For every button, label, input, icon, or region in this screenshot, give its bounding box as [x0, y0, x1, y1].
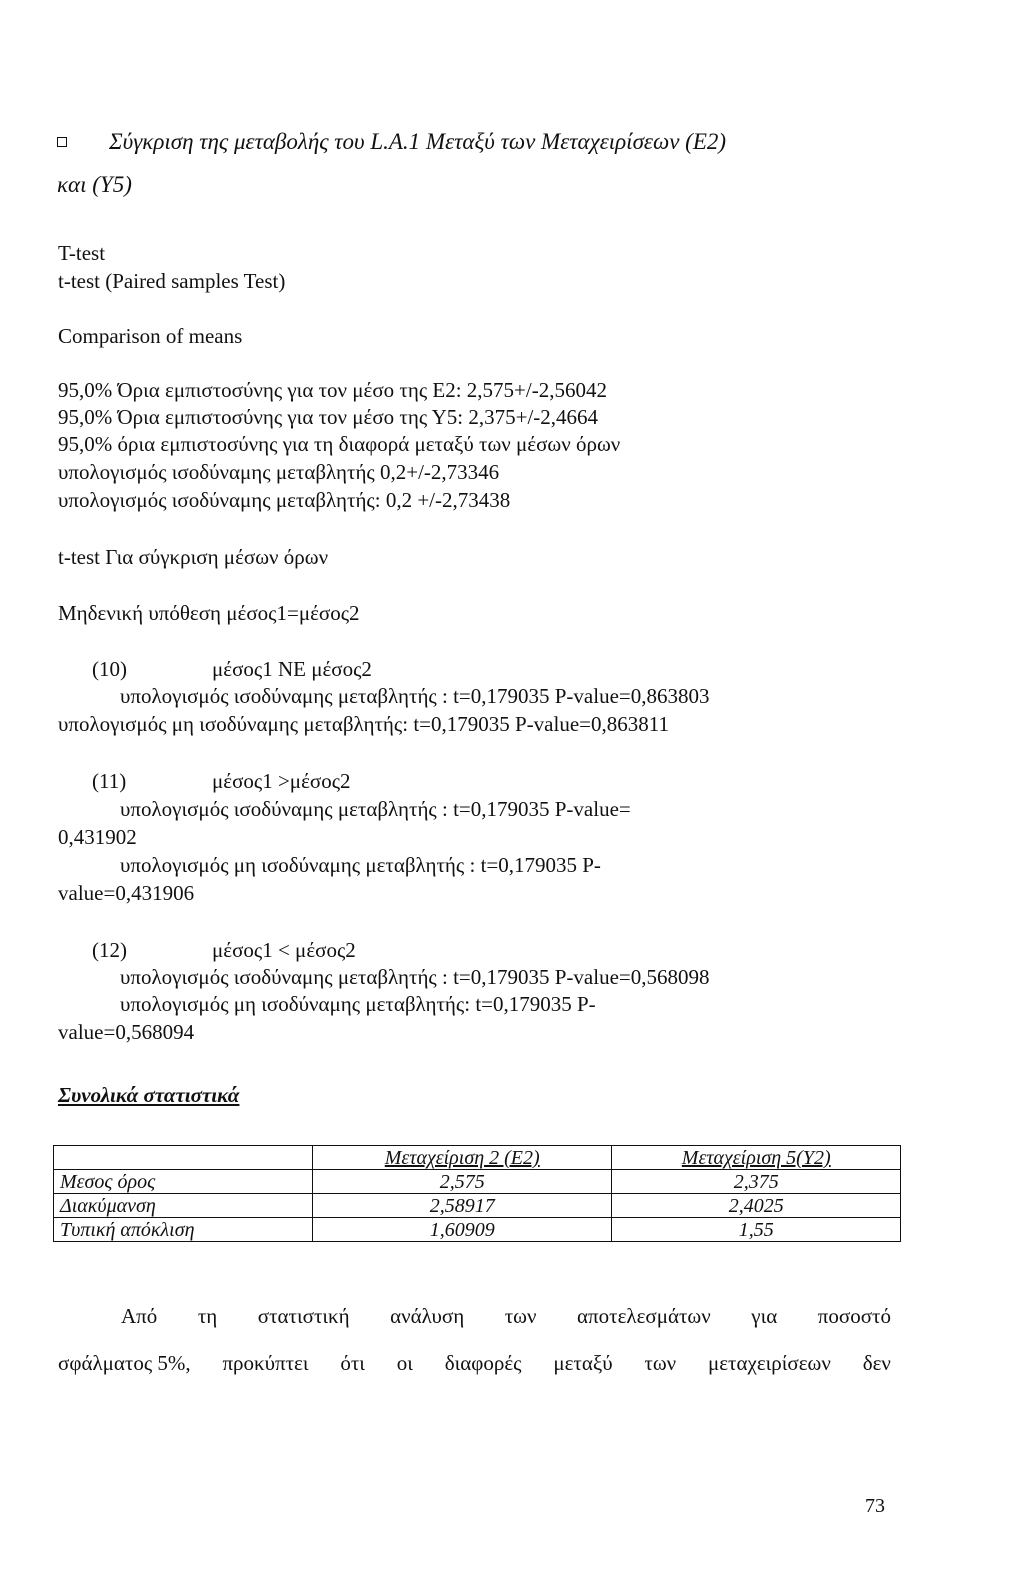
ttest-title: T-test	[58, 241, 106, 265]
word: διαφορές	[444, 1351, 522, 1375]
hyp-12-label: (12)	[92, 938, 127, 962]
table-header-col2: Μεταχείριση 5(Υ2)	[612, 1146, 901, 1170]
calc-equal-var-line-2: υπολογισμός ισοδύναμης μεταβλητής: 0,2 +/-2,73438	[58, 488, 511, 512]
word: για	[751, 1304, 778, 1328]
ci-e2-line: 95,0% Όρια εμπιστοσύνης για τον μέσο της Ε2: 2,575+/-2,56042	[58, 378, 607, 402]
heading-line-2: και (Υ5)	[57, 172, 132, 197]
table-row-label: Τυπική απόκλιση	[54, 1218, 313, 1242]
hyp-11-label: (11)	[92, 769, 127, 793]
word: των	[644, 1351, 677, 1375]
table-cell: 2,58917	[313, 1194, 612, 1218]
word: Από	[121, 1304, 158, 1328]
ttest-subtitle: t-test (Paired samples Test)	[58, 269, 286, 293]
hyp-11-equal-var-cont: 0,431902	[58, 825, 137, 849]
table-header-empty	[54, 1146, 313, 1170]
hyp-12-text: μέσος1 < μέσος2	[212, 938, 356, 962]
table-cell: 2,375	[612, 1170, 901, 1194]
word: σφάλματος 5%,	[58, 1351, 191, 1375]
word: οι	[396, 1351, 413, 1375]
word: μεταχειρίσεων	[707, 1351, 831, 1375]
table-cell: 1,55	[612, 1218, 901, 1242]
hyp-10-label: (10)	[92, 657, 127, 681]
page-number: 73	[865, 1495, 885, 1517]
hyp-10-equal-var: υπολογισμός ισοδύναμης μεταβλητής : t=0,179035 P-value=0,863803	[120, 684, 710, 708]
table-row-label: Διακύμανση	[54, 1194, 313, 1218]
table-row-label: Μεσος όρος	[54, 1170, 313, 1194]
hyp-11-text: μέσος1 >μέσος2	[212, 769, 351, 793]
word: των	[504, 1304, 537, 1328]
word: ότι	[340, 1351, 365, 1375]
null-hypothesis: Μηδενική υπόθεση μέσος1=μέσος2	[58, 601, 360, 625]
heading-line-1: Σύγκριση της μεταβολής του L.A.1 Μεταξύ των Μεταχειρίσεων (Ε2)	[109, 129, 727, 154]
table-header-row	[54, 1146, 901, 1170]
word: μεταξύ	[553, 1351, 613, 1375]
hyp-11-unequal-var-cont: value=0,431906	[58, 881, 195, 905]
comparison-title: Comparison of means	[58, 324, 243, 348]
table-cell: 1,60909	[313, 1218, 612, 1242]
checkbox-bullet-icon	[57, 137, 67, 147]
hyp-12-unequal-var: υπολογισμός μη ισοδύναμης μεταβλητής: t=0,179035 P-	[120, 992, 596, 1016]
conclusion-line-2	[58, 1353, 891, 1374]
hyp-10-unequal-var: υπολογισμός μη ισοδύναμης μεταβλητής: t=0,179035 P-value=0,863811	[58, 712, 669, 736]
table-row	[54, 1194, 901, 1218]
word: τη	[197, 1304, 218, 1328]
word: προκύπτει	[222, 1351, 309, 1375]
ci-diff-line: 95,0% όρια εμπιστοσύνης για τη διαφορά μεταξύ των μέσων όρων	[58, 432, 621, 456]
table-header-col1: Μεταχείριση 2 (Ε2)	[313, 1146, 612, 1170]
ttest-compare-title: t-test Για σύγκριση μέσων όρων	[58, 545, 329, 569]
conclusion-line-1	[121, 1306, 891, 1327]
table-cell: 2,575	[313, 1170, 612, 1194]
hyp-10-text: μέσος1 ΝΕ μέσος2	[212, 657, 372, 681]
table-cell: 2,4025	[612, 1194, 901, 1218]
word: ποσοστό	[817, 1304, 891, 1328]
word: αποτελεσμάτων	[577, 1304, 711, 1328]
word: δεν	[862, 1351, 891, 1375]
hyp-11-equal-var: υπολογισμός ισοδύναμης μεταβλητής : t=0,179035 P-value=	[120, 797, 631, 821]
summary-title: Συνολικά στατιστικά	[58, 1083, 240, 1107]
word: ανάλυση	[390, 1304, 465, 1328]
calc-equal-var-line: υπολογισμός ισοδύναμης μεταβλητής 0,2+/-2,73346	[58, 460, 500, 484]
summary-table	[53, 1145, 901, 1242]
table-row	[54, 1170, 901, 1194]
ci-y5-line: 95,0% Όρια εμπιστοσύνης για τον μέσο της Υ5: 2,375+/-2,4664	[58, 405, 599, 429]
table-row	[54, 1218, 901, 1242]
hyp-11-unequal-var: υπολογισμός μη ισοδύναμης μεταβλητής : t=0,179035 P-	[120, 853, 601, 877]
word: στατιστική	[257, 1304, 350, 1328]
hyp-12-equal-var: υπολογισμός ισοδύναμης μεταβλητής : t=0,179035 P-value=0,568098	[120, 965, 710, 989]
hyp-12-unequal-var-cont: value=0,568094	[58, 1020, 195, 1044]
section-heading	[57, 130, 726, 153]
